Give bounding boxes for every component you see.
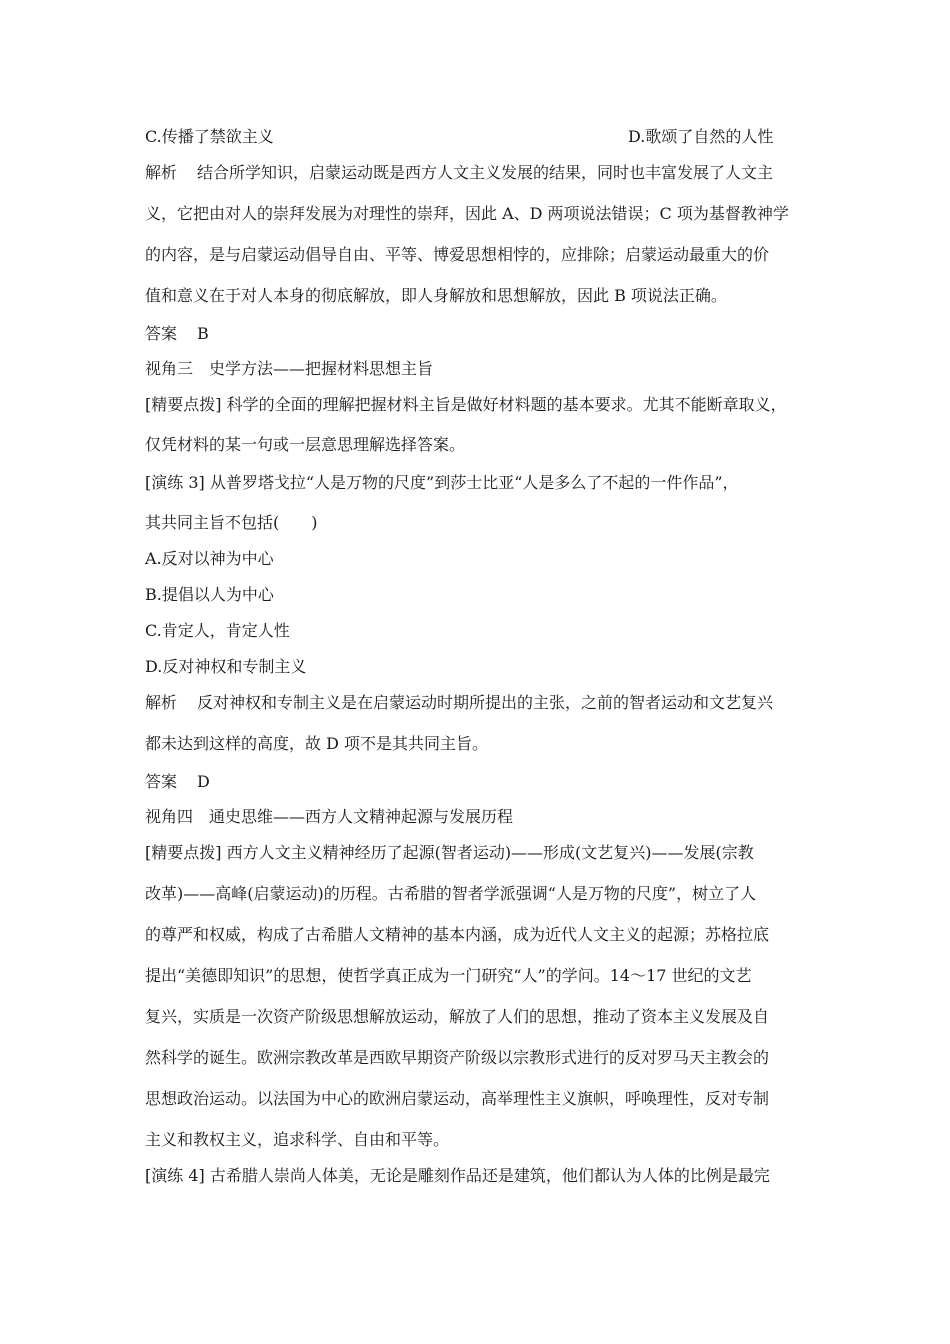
option-c: C.肯定人，肯定人性 xyxy=(145,621,290,640)
option-b: B.提倡以人为中心 xyxy=(145,585,274,604)
analysis-label: 解析 xyxy=(145,163,178,182)
paragraph-line: 复兴，实质是一次资产阶级思想解放运动，解放了人们的思想，推动了资本主义发展及自 xyxy=(145,1007,770,1026)
paragraph-line: 提出“美德即知识”的思想，使哲学真正成为一门研究“人”的学问。14～17 世纪的文艺 xyxy=(145,966,752,985)
answer-line xyxy=(145,772,210,792)
paragraph-line: [精要点拨] 科学的全面的理解把握材料主旨是做好材料题的基本要求。尤其不能断章取义， xyxy=(145,395,787,414)
paragraph-line: 的尊严和权威，构成了古希腊人文精神的基本内涵，成为近代人文主义的起源；苏格拉底 xyxy=(145,925,770,944)
option-a: A.反对以神为中心 xyxy=(145,549,274,568)
paragraph-line: 改革)——高峰(启蒙运动)的历程。古希腊的智者学派强调“人是万物的尺度”，树立了人 xyxy=(145,884,757,903)
paragraph-line: 然科学的诞生。欧洲宗教改革是西欧早期资产阶级以宗教形式进行的反对罗马天主教会的 xyxy=(145,1048,770,1067)
paragraph-line: 主义和教权主义，追求科学、自由和平等。 xyxy=(145,1130,450,1149)
section-heading: 视角三 史学方法——把握材料思想主旨 xyxy=(145,359,434,378)
analysis-line xyxy=(145,693,773,713)
answer-line xyxy=(145,324,209,344)
analysis-text: 结合所学知识，启蒙运动既是西方人文主义发展的结果，同时也丰富发展了人文主 xyxy=(197,163,774,182)
paragraph-line: 都未达到这样的高度，故 D 项不是其共同主旨。 xyxy=(145,734,489,753)
exercise-question: 其共同主旨不包括( ) xyxy=(145,513,318,532)
answer-value: D xyxy=(197,772,210,791)
paragraph-line: 仅凭材料的某一句或一层意思理解选择答案。 xyxy=(145,435,466,454)
option-c: C.传播了禁欲主义 xyxy=(145,127,274,146)
analysis-label: 解析 xyxy=(145,693,178,712)
option-d: D.反对神权和专制主义 xyxy=(145,657,307,676)
paragraph-line: 值和意义在于对人本身的彻底解放，即人身解放和思想解放，因此 B 项说法正确。 xyxy=(145,286,727,305)
exercise-question: [演练 4] 古希腊人崇尚人体美，无论是雕刻作品还是建筑，他们都认为人体的比例是最完 xyxy=(145,1166,770,1185)
paragraph-line: 思想政治运动。以法国为中心的欧洲启蒙运动，高举理性主义旗帜，呼唤理性，反对专制 xyxy=(145,1089,770,1108)
analysis-text: 反对神权和专制主义是在启蒙运动时期所提出的主张，之前的智者运动和文艺复兴 xyxy=(197,693,774,712)
answer-label: 答案 xyxy=(145,324,178,343)
answer-value: B xyxy=(197,324,209,343)
analysis-line xyxy=(145,163,773,183)
paragraph-line: 义，它把由对人的崇拜发展为对理性的崇拜，因此 A、D 两项说法错误；C 项为基督教神学 xyxy=(145,204,789,223)
option-row-c-d xyxy=(145,127,774,147)
section-heading: 视角四 通史思维——西方人文精神起源与发展历程 xyxy=(145,807,514,826)
answer-label: 答案 xyxy=(145,772,178,791)
paragraph-line: 的内容，是与启蒙运动倡导自由、平等、博爱思想相悖的，应排除；启蒙运动最重大的价 xyxy=(145,245,770,264)
exercise-question: [演练 3] 从普罗塔戈拉“人是万物的尺度”到莎士比亚“人是多么了不起的一件作品”， xyxy=(145,473,739,492)
option-d: D.歌颂了自然的人性 xyxy=(628,127,774,146)
paragraph-line: [精要点拨] 西方人文主义精神经历了起源(智者运动)——形成(文艺复兴)——发展(宗教 xyxy=(145,843,754,862)
